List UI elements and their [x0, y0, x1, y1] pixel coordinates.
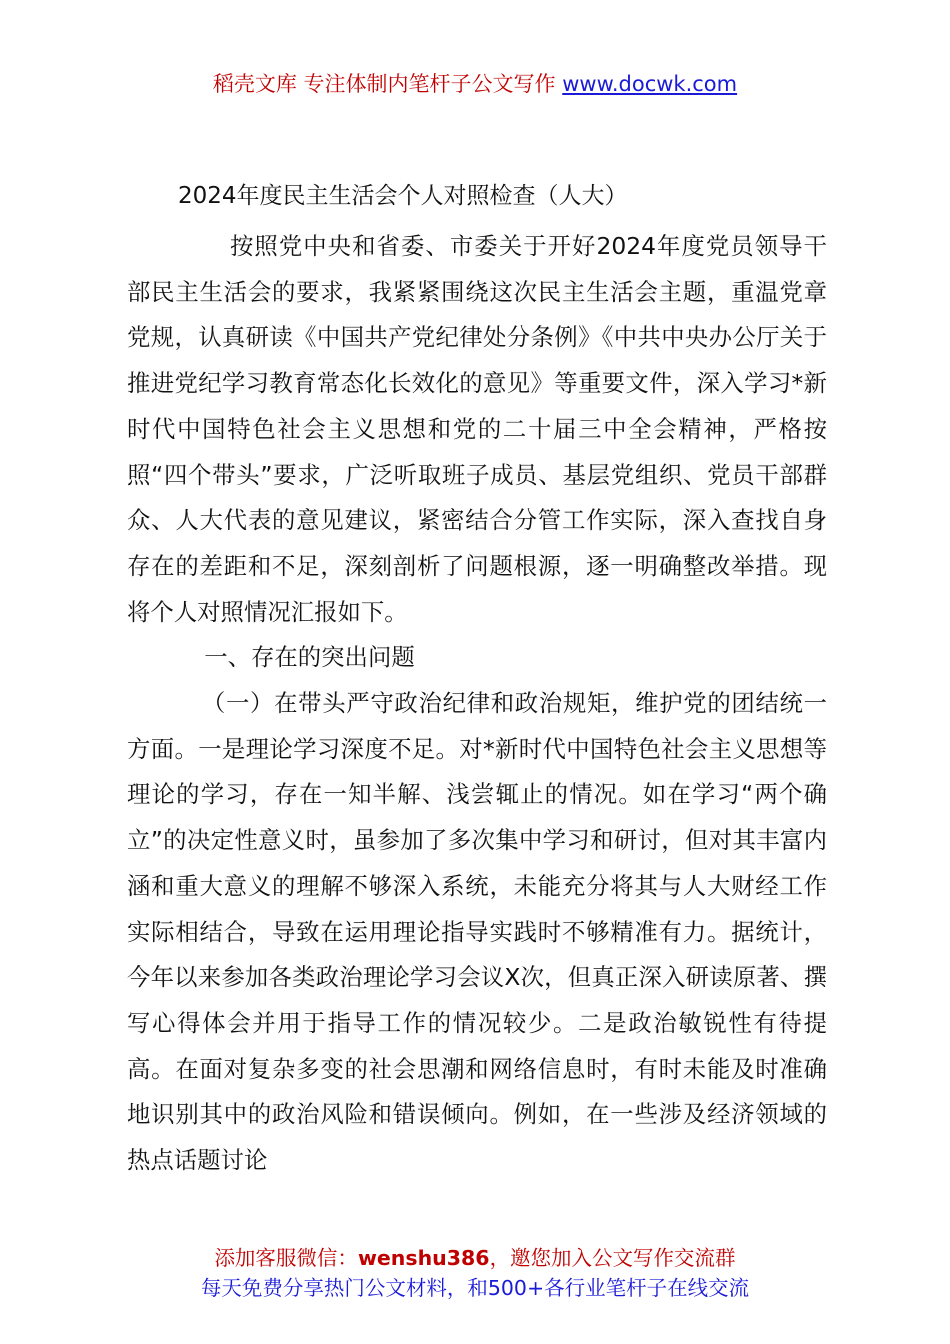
footer-line-1 — [0, 1243, 950, 1273]
site-header — [0, 70, 950, 98]
promo-footer — [0, 1243, 950, 1303]
subsection-paragraph: （一）在带头严守政治纪律和政治规矩，维护党的团结统一方面。一是理论学习深度不足。对*新时代中国特色社会主义思想等理论的学习，存在一知半解、浅尝辄止的情况。如在学习“两个确立”的决定性意义时，虽参加了多次集中学习和研讨，但对其丰富内涵和重大意义的理解不够深入系统，未能充分将其与人大财经工作实际相结合，导致在运用理论指导实践时不够精准有力。据统计，今年以来参加各类政治理论学习会议X次，但真正深入研读原著、撰写心得体会并用于指导工作的情况较少。二是政治敏锐性有待提高。在面对复杂多变的社会思潮和网络信息时，有时未能及时准确地识别其中的政治风险和错误倾向。例如，在一些涉及经济领域的热点话题讨论 — [127, 689, 827, 1175]
document-title: 2024年度民主生活会个人对照检查（人大） — [178, 183, 628, 209]
footer-prefix: 添加客服微信： — [214, 1246, 358, 1270]
intro-paragraph: 按照党中央和省委、市委关于开好2024年度党员领导干部民主生活会的要求，我紧紧围绕这次民主生活会主题，重温党章党规，认真研读《中国共产党纪律处分条例》《中共中央办公厅关于推进党纪学习教育常态化长效化的意见》等重要文件，深入学习*新时代中国特色社会主义思想和党的二十届三中全会精神，严格按照“四个带头”要求，广泛听取班子成员、基层党组织、党员干部群众、人大代表的意见建议，紧密结合分管工作实际，深入查找自身存在的差距和不足，深刻剖析了问题根源，逐一明确整改举措。现将个人对照情况汇报如下。 — [127, 232, 827, 626]
wechat-id: wenshu386 — [357, 1246, 490, 1270]
document-body — [127, 224, 827, 1184]
footer-suffix: ，邀您加入公文写作交流群 — [489, 1246, 736, 1270]
section-heading: 一、存在的突出问题 — [204, 643, 415, 672]
footer-line-2: 每天免费分享热门公文材料，和500+各行业笔杆子在线交流 — [200, 1276, 750, 1300]
site-slogan: 稻壳文库 专注体制内笔杆子公文写作 — [212, 72, 556, 96]
site-url-link[interactable]: www.docwk.com — [562, 72, 738, 96]
